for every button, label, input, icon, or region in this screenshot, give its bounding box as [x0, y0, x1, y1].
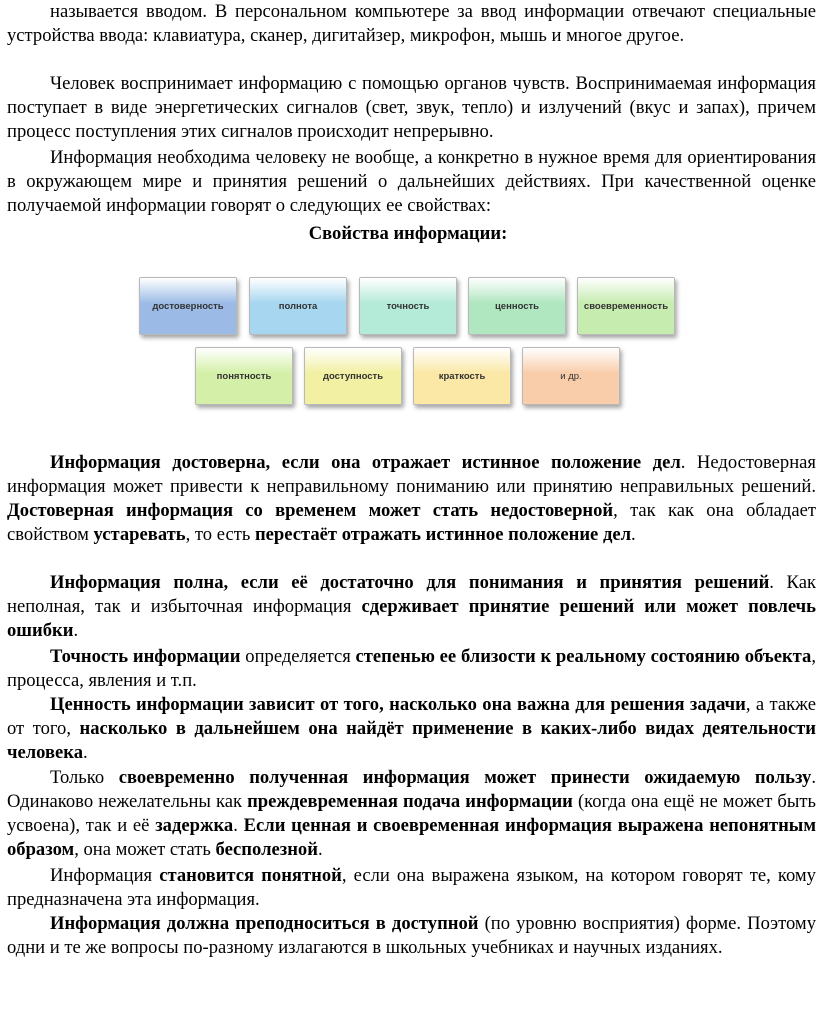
bold-text-run: Точность информации — [50, 646, 241, 667]
text-run: (по уровню восприятия) форме. Поэтому одни и те же вопросы по-разному излагаются в школьных учебниках и научных изданиях. — [7, 913, 816, 958]
text-run: (когда она ещё не может быть усвоена), так и её — [7, 791, 816, 836]
property-box-timeliness: своевременность — [577, 277, 675, 335]
text-run: называется вводом. В персональном компьютере за ввод информации отвечают специальные устройства ввода: клавиатура, сканер, дигитайзер, микрофон, мышь и многое другое. — [7, 1, 816, 46]
text-run: Информация необходима человеку не вообще, а конкретно в нужное время для ориентирования в окружающем мире и принятия решений о дальнейших действиях. При качественной оценке получаемой информации говорят о следующих ее свойствах: — [7, 147, 816, 216]
text-run: , она может стать — [74, 839, 216, 860]
paragraph-reliability — [7, 451, 816, 547]
property-box-clarity: понятность — [195, 347, 293, 405]
text-run: Информация — [50, 865, 160, 886]
property-box-accuracy: точность — [359, 277, 457, 335]
bold-text-run: Ценность информации зависит от того, насколько она важна для решения задачи — [50, 694, 746, 715]
paragraph-accuracy — [7, 645, 816, 693]
text-run: . Одинаково нежелательны как — [7, 767, 816, 812]
paragraph-completeness — [7, 571, 816, 643]
paragraph-accessibility — [7, 912, 816, 960]
property-box-accessibility: доступность — [304, 347, 402, 405]
bold-text-run: задержка — [155, 815, 234, 836]
bold-text-run: Информация достоверна, если она отражает истинное положение дел — [50, 452, 681, 473]
property-box-etc: и др. — [522, 347, 620, 405]
text-run: , если она выражена языком, на котором говорят те, кому предназначена эта информация. — [7, 865, 816, 910]
paragraph-perception — [7, 72, 816, 144]
bold-text-run: насколько в дальнейшем она найдёт применение в каких-либо видах деятельности человека — [7, 718, 816, 763]
text-run: . Недостоверная информация может привести к неправильному пониманию или принятию неправильных решений. — [7, 452, 816, 497]
text-run: . — [73, 620, 79, 641]
property-box-value: ценность — [468, 277, 566, 335]
property-box-brevity: краткость — [413, 347, 511, 405]
paragraph-input-devices — [7, 0, 816, 48]
text-run: , так как она обладает свойством — [7, 500, 816, 545]
bold-text-run: бесполезной — [215, 839, 318, 860]
text-run: . — [317, 839, 323, 860]
paragraph-clarity — [7, 864, 816, 912]
text-run: , а также от того, — [7, 694, 816, 739]
paragraph-timeliness — [7, 766, 816, 862]
text-run: . — [631, 524, 636, 545]
paragraph-value — [7, 693, 816, 765]
bold-text-run: Информация должна преподноситься в доступной — [50, 913, 479, 934]
bold-text-run: сдерживает принятие решений или может повлечь ошибки — [7, 596, 816, 641]
bold-text-run: степенью ее близости к реальному состоянию объекта — [355, 646, 812, 667]
bold-text-run: Информация полна, если её достаточно для понимания и принятия решений — [50, 572, 770, 593]
bold-text-run: Если ценная и своевременная информация выражена непонятным образом — [7, 815, 816, 860]
section-title: Свойства информации: — [308, 223, 508, 244]
bold-text-run: становится понятной — [159, 865, 342, 886]
text-run: , то есть — [185, 524, 255, 545]
text-run: , процесса, явления и т.п. — [7, 646, 816, 691]
paragraph-information-need — [7, 146, 816, 218]
bold-text-run: устаревать — [93, 524, 186, 545]
property-box-completeness: полнота — [249, 277, 347, 335]
text-run: . — [83, 742, 88, 763]
text-run: . — [233, 815, 244, 836]
text-run: Человек воспринимает информацию с помощью органов чувств. Воспринимаемая информация поступает в виде энергетических сигналов (свет, звук, тепло) и излучений (вкус и запах), причем процесс поступления этих сигналов происходит непрерывно. — [7, 73, 816, 142]
bold-text-run: преждевременная подача информации — [247, 791, 573, 812]
bold-text-run: перестаёт отражать истинное положение дел — [254, 524, 632, 545]
bold-text-run: Достоверная информация со временем может стать недостоверной — [7, 500, 614, 521]
text-run: определяется — [240, 646, 356, 667]
property-box-reliability: достоверность — [139, 277, 237, 335]
bold-text-run: своевременно полученная информация может принести ожидаемую пользу — [118, 767, 812, 788]
properties-diagram — [0, 270, 816, 415]
text-run: Только — [50, 767, 119, 788]
text-run: . Как неполная, так и избыточная информация — [7, 572, 816, 617]
